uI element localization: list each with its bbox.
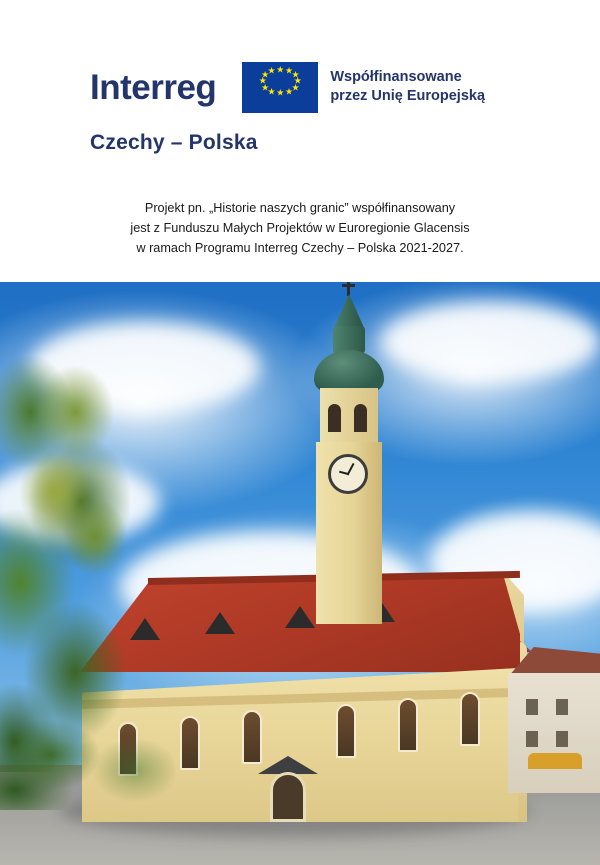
flag-star: ★ <box>291 69 300 80</box>
flag-star: ★ <box>291 82 300 92</box>
church-entrance <box>270 772 306 822</box>
flag-star: ★ <box>285 65 294 76</box>
document-header <box>0 0 600 282</box>
eu-funding-text-line1: Współfinansowane <box>330 68 462 85</box>
cloud <box>380 302 600 382</box>
nave-window <box>242 710 262 764</box>
tower-dome <box>314 350 384 392</box>
eu-funding-text-line2: przez Unię Europejską <box>330 88 486 104</box>
interreg-wordmark: Interreg <box>90 67 217 107</box>
funding-note-line-2: jest z Funduszu Małych Projektów w Euroregionie Glacensis <box>130 221 470 236</box>
flag-star: ★ <box>261 69 270 80</box>
funding-note-line-3: w ramach Programu Interreg Czechy – Polska 2021-2027. <box>136 241 464 256</box>
flag-star: ★ <box>261 82 270 92</box>
autumn-tree <box>20 362 140 592</box>
building-window <box>526 731 538 747</box>
funding-note <box>0 198 600 258</box>
nave-window <box>460 692 480 746</box>
flag-star: ★ <box>285 86 294 97</box>
eu-funding-text <box>330 68 485 106</box>
nave-window <box>336 704 356 758</box>
tower-clock <box>328 454 368 494</box>
flag-star: ★ <box>267 86 276 97</box>
cafe-umbrella <box>528 753 582 769</box>
flag-star: ★ <box>267 65 276 76</box>
belfry-window <box>328 404 341 432</box>
flag-star: ★ <box>258 75 267 86</box>
logo-row <box>90 58 485 116</box>
flag-star: ★ <box>276 64 285 75</box>
program-title: Czechy – Polska <box>90 131 258 154</box>
european-union-flag <box>242 62 318 113</box>
hedge <box>0 695 175 810</box>
flag-star: ★ <box>293 75 302 86</box>
nave-window <box>398 698 418 752</box>
church-tower <box>306 292 392 622</box>
building-window <box>526 699 538 715</box>
neighbouring-building <box>508 673 600 793</box>
tower-spire <box>333 294 365 330</box>
flag-star: ★ <box>276 87 285 98</box>
nave-window <box>180 716 200 770</box>
building-window <box>556 731 568 747</box>
funding-note-line-1: Projekt pn. „Historie naszych granic” współfinansowany <box>144 201 456 215</box>
eu-emblem-block <box>242 62 485 113</box>
church-photograph <box>0 282 600 865</box>
tower-cross <box>347 282 350 296</box>
building-window <box>556 699 568 715</box>
belfry-window <box>354 404 367 432</box>
